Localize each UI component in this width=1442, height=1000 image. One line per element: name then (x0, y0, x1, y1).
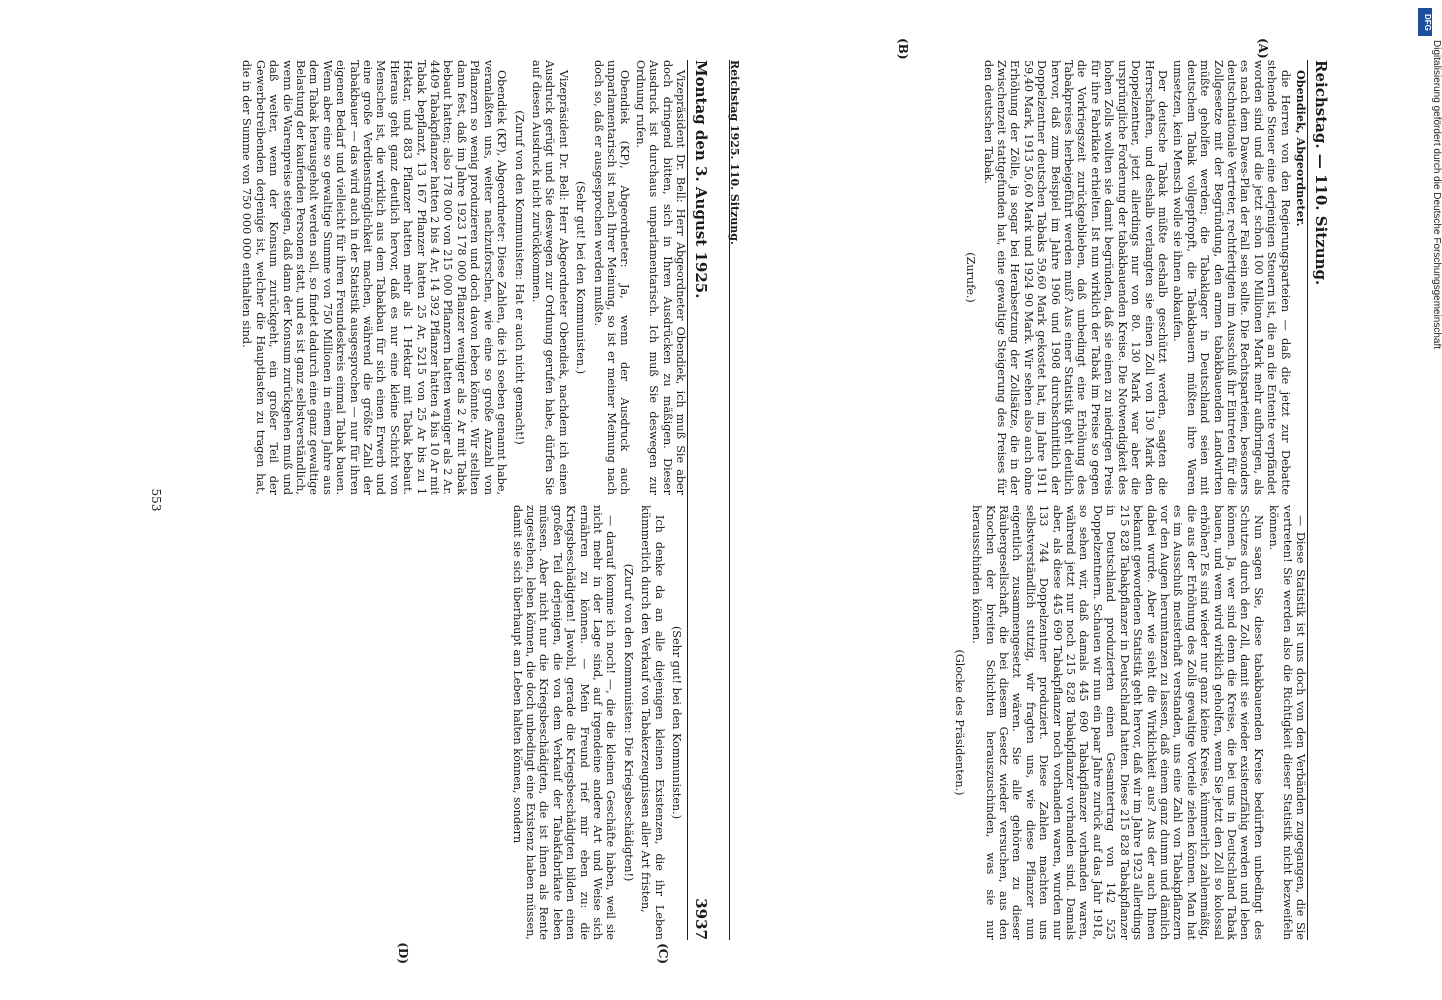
dfg-logo: DFG (1418, 8, 1432, 36)
speaker-name: Obendiek, Abgeordneter. (1294, 70, 1308, 227)
paragraph: — Diese Statistik ist uns doch von den Verbänden zugegangen, die Sie vertreten! Sie werden also die Richtigkeit dieser Statistik nicht bezweifeln können. (1267, 505, 1307, 940)
running-header (687, 60, 710, 940)
funding-credit (1414, 40, 1442, 600)
scanned-page (60, 38, 1360, 964)
paragraph: Obendiek (KP), Abgeordneter: Diese Zahlen, die ich soeben genannt habe, veranlaßten uns, weiter nachzuforschen, wie eine so große Anzahl von Pflanzern so wenig produzieren und doch davon leben könnte. Wir stellten dann fest, daß im Jahre 1923 178 000 Pflanzer weniger als 2 Ar mit Tabak bebaut hatten; also 178 000 von 215 000 Pflanzern hatten weniger als 2 Ar. 4409 Tabakpflanzer hatten 2 bis 4 Ar, 14 392 Pflanzer hatten 4 bis 10 Ar mit Tabak bepflanzt, 13 167 Pflanzer hatten 25 Ar, 5215 von 25 Ar bis zu 1 Hektar, und 883 Pflanzer hatten mehr als 1 Hektar mit Tabak bebaut. Hieraus geht ganz deutlich hervor, daß es nur eine kleine Schicht von Menschen ist, die wirklich aus dem Tabakbau für sich einen Erwerb und eine große Verdienstmöglichkeit machen, während die größte Zahl der Tabakbauer — das wird auch in der Statistik ausgesprochen — nur für ihren eigenen Bedarf und vielleicht für ihren Freundeskreis einmal Tabak bauen. Wenn aber eine so gewaltige Summe von 750 Millionen in einem Jahre aus dem Tabak herausgeholt werden soll, so findet dadurch eine ganz gewaltige Belastung der kaufenden Personen statt, und es ist ganz selbstverständlich, wenn die Warenpreise steigen, daß dann der Konsum zurückgehen muß und daß weiter, wenn der Konsum zurückgeht, ein großer Teil der Gewerbetreibenden derjenige ist, welcher die Hauptlasten zu tragen hat, die in der Summe von 750 000 000 enthalten sind. (240, 60, 509, 495)
footer-line: Reichstag 1925. 110. Sitzung. (728, 60, 741, 245)
margin-marker-d: (D) (396, 942, 410, 964)
paragraph: die Herren von den Regierungsparteien — daß die jetzt zur Debatte stehende Steuer eine derjenigen Steuern ist, die an die Entente verpfändet worden sind und die jetzt schon 100 Millionen Mark mehr aufbringen, als es nach dem Dawes-Plan der Fall sein sollte. Die Rechtsparteien, besonders deutschnationale Vertreter, rechtfertigten im Ausschuß ihr Eintreten für die Zollgesetze mit der Begründung, den armen tabakbauenden Landwirten müßte geholfen werden; die Tabaklager in Deutschland seien mit deutschem Tabak vollgepfropft, die Tabakbauern müßten ihre Waren umsetzen, kein Mensch wolle sie ihnen abkaufen. (1171, 60, 1292, 495)
paragraph: Ich denke da an alle diejenigen kleinen Existenzen, die ihr Leben kümmerlich durch den Verkauf von Tabakerzeugnissen aller Art fristen, (639, 505, 666, 940)
funding-credit-text: Digitalisierung gefördert durch die Deutsche Forschungsgemeinschaft (1431, 40, 1442, 350)
column-left (747, 60, 1307, 495)
text-columns (747, 60, 1307, 940)
interjection: (Zuruf von den Kommunisten: Hat er auch nicht gemacht!) (512, 110, 526, 445)
margin-marker-c: (C) (656, 943, 670, 964)
paragraph: Der deutsche Tabak müßte deshalb geschützt werden, sagten die Herrschaften, und deshalb verlangten sie einen Zoll von 130 Mark den Doppelzentner, jetzt allerdings nur von 80. 130 Mark war aber die ursprüngliche Forderung der tabakbauenden Kreise. Die Notwendigkeit des hohen Zolls wollten sie damit begründen, daß sie einen zu niedrigen Preis für ihre Fabrikate erhielten. Ist nun wirklich der Tabak im Preise so gegen die Vorkriegszeit zurückgeblieben, daß unbedingt eine Erhöhung des Tabakpreises herbeigeführt werden muß? Aus einer Statistik geht deutlich hervor, daß zum Beispiel im Jahre 1906 und 1908 durchschnittlich der Doppelzentner deutschen Tabaks 59,60 Mark gekostet hat, im Jahre 1911 59,40 Mark, 1913 50,60 Mark und 1924 90 Mark. Wir sehen also auch ohne Erhöhung der Zölle, ja sogar bei Herabsetzung der Zollsätze, die in der Zwischenzeit stattgefunden hat, eine gewaltige Steigerung des Preises für den deutschen Tabak. (981, 60, 1169, 495)
interjection: (Glocke des Präsidenten.) (952, 649, 966, 796)
margin-marker-a: (A) (1256, 38, 1270, 59)
column-left (167, 60, 687, 495)
interjection: (Sehr gut! bei den Kommunisten.) (574, 180, 588, 375)
running-header (1307, 60, 1330, 940)
text-columns (167, 60, 687, 940)
interjection: (Sehr gut! bei den Kommunisten.) (670, 625, 683, 820)
paragraph: Vizepräsident Dr. Bell: Herr Abgeordneter Obendiek, nachdem ich einen Ausdruck gerügt und Sie deswegen zur Ordnung gerufen habe, dürfen Sie auf diesen Ausdruck nicht zurückkommen. (529, 60, 570, 495)
page-reichstag-left (728, 38, 1330, 940)
header-left: Reichstag. — 110. Sitzung. (1312, 60, 1330, 286)
margin-marker-b: (B) (896, 38, 910, 60)
page-number: 553 (149, 488, 163, 512)
paragraph: Nun sagen Sie, diese tabakbauenden Kreise bedürften unbedingt des Schutzes durch den Zoll, damit sie wieder existenzfähig werden und leben können. Ja, wer sind denn die Kreise, die bei uns in Deutschland Tabak bauen, und wem wird wirklich geholfen, wenn Sie jetzt den Zoll so kolossal erhöhen? Es sind wieder nur ganz kleine Kreise, kümmerlich zahlenmäßig, die aus der Erhöhung des Zolls gewaltige Vorteile ziehen können. Man hat es im Ausschuß meisterhaft verstanden, uns eine Zahl von Tabakpflanzern vor den Augen herumtanzen zu lassen, daß einem ganz dumm und dämlich dabei wurde. Aber wie sieht die Wirklichkeit aus? Aus der auch Ihnen bekannt gewordenen Statistik geht hervor, daß wir im Jahre 1923 allerdings 215 828 Tabakpflanzer in Deutschland hatten. Diese 215 828 Tabakpflanzer in Deutschland produzierten einen Gesamtertrag von 142 525 Doppelzentnern. Schauen wir nun ein paar Jahre zurück auf das Jahr 1918, so sehen wir, daß damals 445 690 Tabakpflanzer vorhanden waren, während jetzt nur noch 215 828 Tabakpflanzer vorhanden sind. Damals aber, als diese 445 690 Tabakpflanzer noch vorhanden waren, wurden nur 133 744 Doppelzentner produziert. Diese Zahlen machten uns selbstverständlich stutzig, wir fragten uns, wie diese Pflanzer nun eigentlich zusammengesetzt wären. Sie alle gehören zu dieser Räubergesellschaft, die bei diesem Gesetz wieder versuchen, aus den Knochen der breiten Schichten herauszuschinden, was sie nur herausschinden können. (970, 505, 1265, 940)
interjection: (Zurufe.) (964, 252, 978, 303)
column-right (167, 505, 687, 940)
header-left: Montag den 3. August 1925. (692, 60, 710, 299)
paragraph: — darauf komme ich noch! —, die die kleinen Geschäfte haben, weil sie nicht mehr in der Lage sind, auf irgendeine andere Art und Weise sich ernähren zu können. — Mein Freund rief mir eben zu: die Kriegsbeschädigten! Jawohl, gerade die Kriegsbeschädigten bilden einen großen Teil derjenigen, die von dem Verkauf der Tabakfabrikate leben müssen. Aber nicht nur die Kriegsbeschädigten, die ist ihnen als Rente zugestehen, leben können, die doch unbedingt eine Existenz haben müssen, damit sie sich überhaupt am Leben halten können, sondern (510, 505, 618, 940)
interjection: (Zuruf von den Kommunisten: Die Kriegsbeschädigten!) (621, 563, 635, 882)
page-divider (729, 60, 730, 940)
paragraph: Vizepräsident Dr. Bell: Herr Abgeordneter Obendiek, ich muß Sie aber doch dringend bitten, sich in Ihren Ausdrücken zu mäßigen. Dieser Ausdruck ist durchaus unparlamentarisch. Ich muß Sie deswegen zur Ordnung rufen. (633, 60, 687, 495)
rotated-page-content (90, 38, 1330, 964)
page-reichstag-right (149, 60, 710, 964)
paragraph: Obendiek (KP), Abgeordneter: Ja, wenn der Ausdruck auch unparlamentarisch ist nach Ihrer Meinung, so ist er meiner Meinung nach doch so, daß er ausgesprochen werden mußte. (591, 60, 632, 495)
header-right: 3937 (692, 898, 710, 940)
column-right (747, 505, 1307, 940)
